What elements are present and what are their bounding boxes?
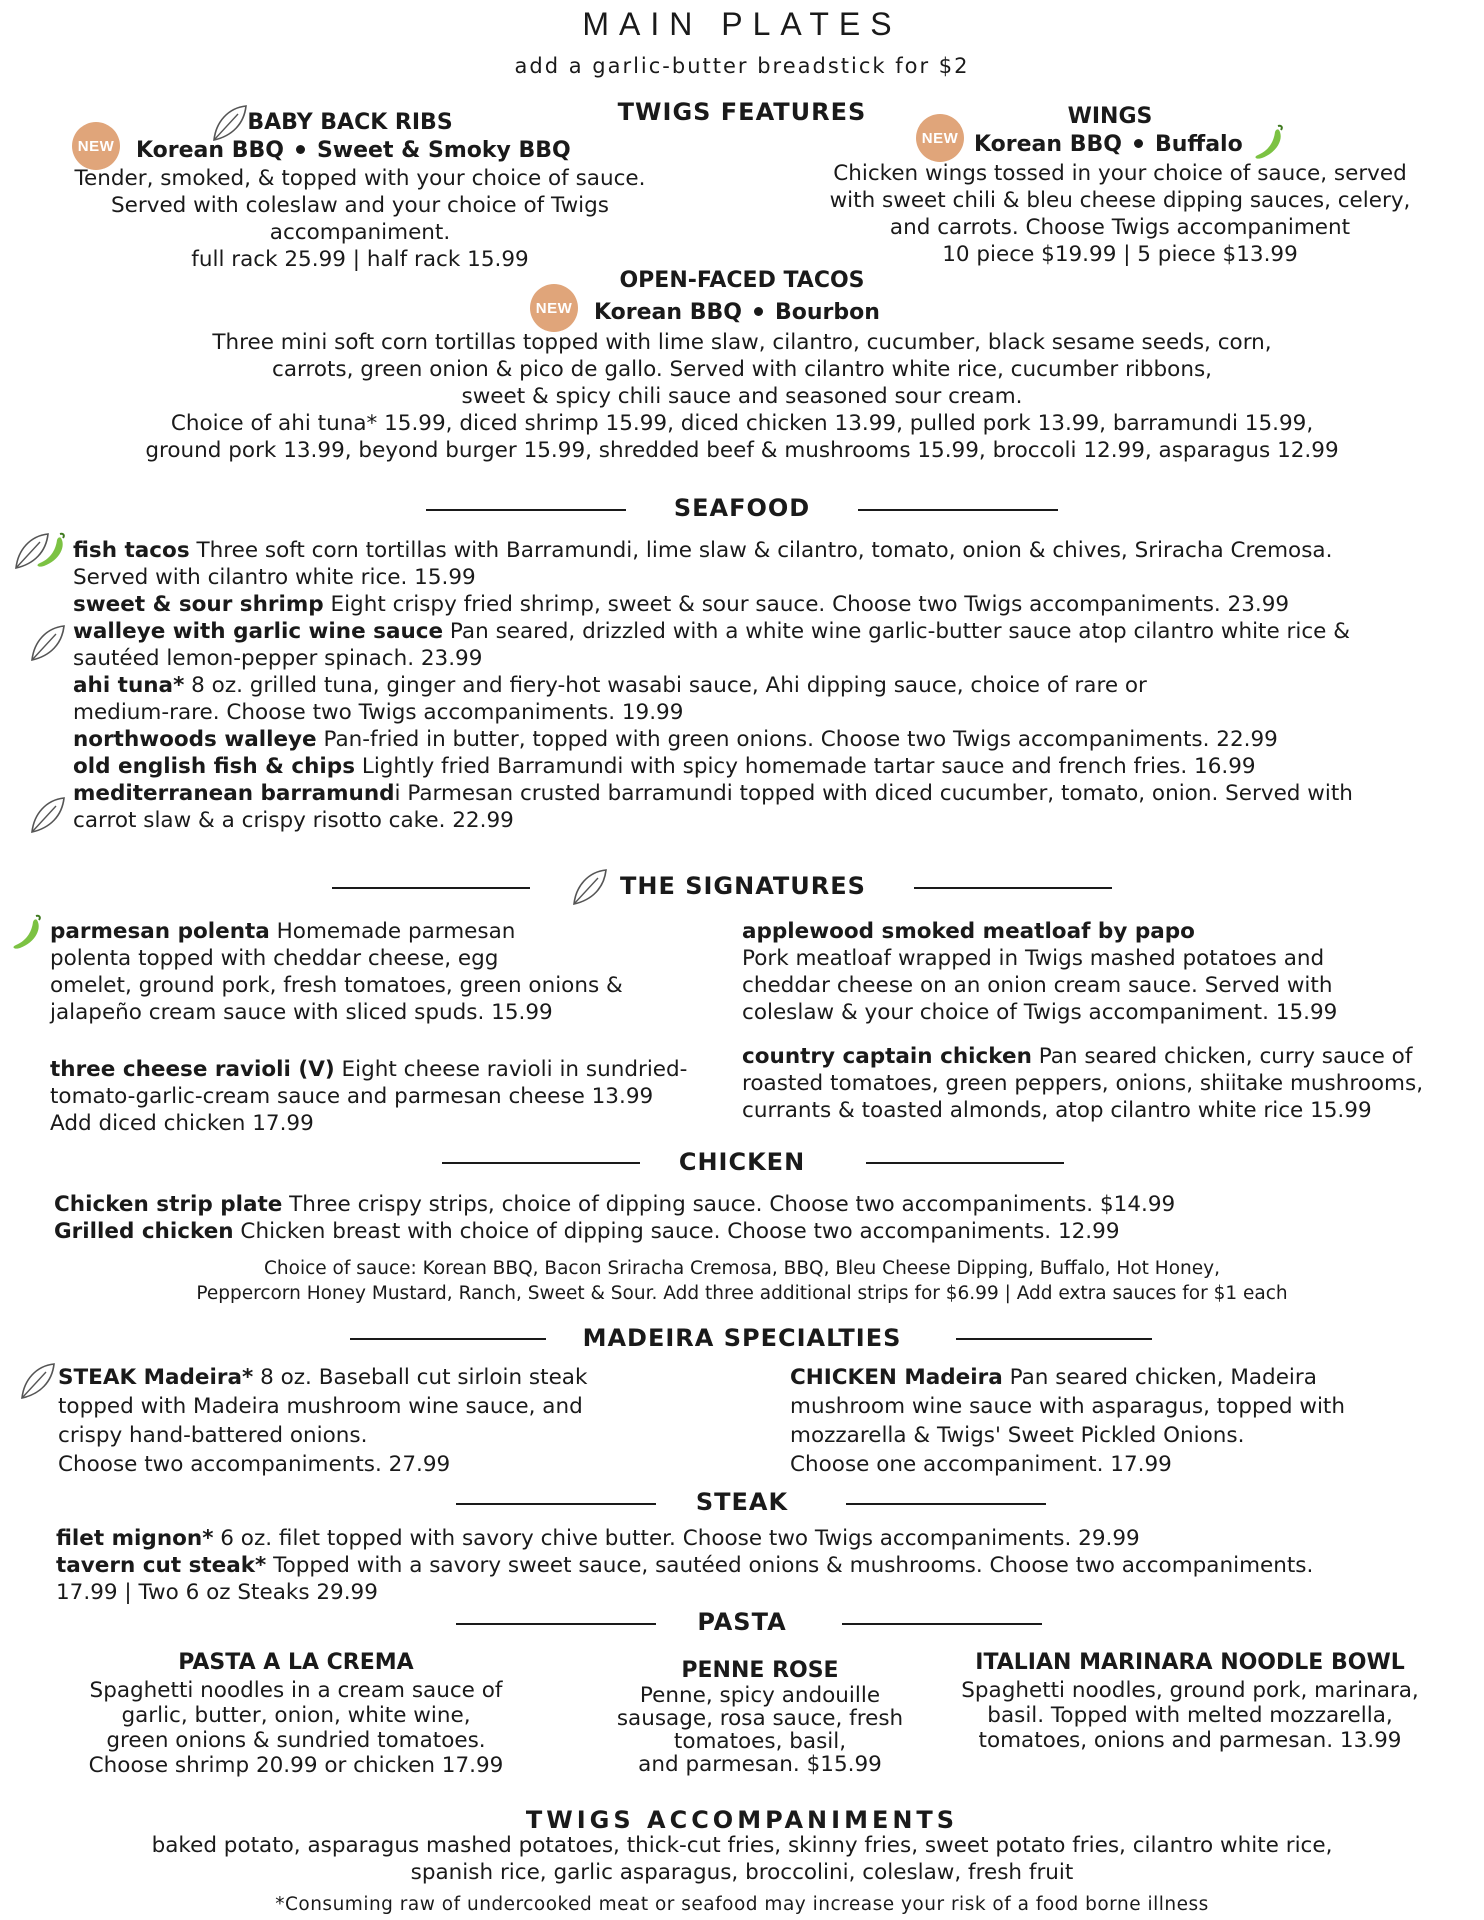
chicken-sauce-note xyxy=(0,1256,1484,1306)
wings-desc-line: Chicken wings tossed in your choice of sauce, served xyxy=(833,161,1407,186)
pasta-crema xyxy=(36,1650,556,1778)
leaf-icon xyxy=(568,866,610,908)
tavern-item xyxy=(56,1552,1476,1579)
divider-line xyxy=(456,1503,656,1505)
chicken-list xyxy=(54,1191,1474,1245)
leaf-icon xyxy=(16,1360,58,1402)
divider-line xyxy=(914,887,1112,889)
pasta-penne-desc-line: sausage, rosa sauce, fresh xyxy=(616,1706,904,1731)
polenta-name: parmesan polenta xyxy=(50,919,270,944)
madeira-chicken-desc-line: mozzarella & Twigs' Sweet Pickled Onions. xyxy=(790,1423,1245,1448)
seafood-item-desc-cont: medium-rare. Choose two Twigs accompaniments. 19.99 xyxy=(73,700,684,725)
chicken-heading: CHICKEN xyxy=(678,1148,806,1176)
seafood-item-desc: Pan seared, drizzled with a white wine garlic-butter sauce atop cilantro white rice & xyxy=(443,619,1351,644)
ravioli-desc-line: Add diced chicken 17.99 xyxy=(50,1111,314,1136)
ribs-option-korean: Korean BBQ xyxy=(136,138,284,163)
tacos-desc-line: Choice of ahi tuna* 15.99, diced shrimp 15.99, diced chicken 13.99, pulled pork 13.99, barramundi 15.99, xyxy=(170,411,1314,436)
madeira-chicken-desc: Pan seared chicken, Madeira xyxy=(1002,1365,1317,1390)
pasta-marinara xyxy=(920,1650,1460,1753)
polenta-desc-line: jalapeño cream sauce with sliced spuds. 15.99 xyxy=(50,1000,553,1025)
ribs-desc-line: Tender, smoked, & topped with your choice of sauce. xyxy=(74,166,646,191)
bullet-dot xyxy=(754,307,763,316)
grilled-chicken-name: Grilled chicken xyxy=(54,1219,234,1244)
filet-name: filet mignon* xyxy=(56,1526,214,1551)
pasta-penne-desc-line: and parmesan. $15.99 xyxy=(638,1752,882,1777)
pasta-penne-desc-line: tomatoes, basil, xyxy=(673,1729,847,1754)
pasta-crema-desc-line: garlic, butter, onion, white wine, xyxy=(121,1703,471,1728)
tacos-sauce-options xyxy=(594,300,880,325)
grilled-chicken-desc: Chicken breast with choice of dipping sauce. Choose two accompaniments. 12.99 xyxy=(233,1219,1120,1244)
steak-heading: STEAK xyxy=(695,1488,789,1516)
pasta-crema-desc-line: green onions & sundried tomatoes. xyxy=(106,1728,486,1753)
divider-line xyxy=(858,509,1058,511)
ribs-option-sweet-smoky: Sweet & Smoky BBQ xyxy=(316,138,571,163)
signature-polenta xyxy=(50,918,730,1026)
wings-desc-line: and carrots. Choose Twigs accompaniment xyxy=(889,215,1351,240)
seafood-item-name: sweet & sour shrimp xyxy=(73,592,324,617)
signature-meatloaf xyxy=(742,918,1482,1026)
madeira-chicken-name: CHICKEN Madeira xyxy=(790,1365,1003,1390)
pepper-icon xyxy=(30,530,72,572)
pasta-heading: PASTA xyxy=(697,1608,787,1636)
pepper-icon xyxy=(6,912,48,954)
ravioli-desc-line: tomato-garlic-cream sauce and parmesan cheese 13.99 xyxy=(50,1084,654,1109)
seafood-item xyxy=(73,780,1473,834)
ribs-price: full rack 25.99 | half rack 15.99 xyxy=(191,247,529,272)
madeira-steak-desc-line: topped with Madeira mushroom wine sauce, and xyxy=(58,1394,583,1419)
meatloaf-name: applewood smoked meatloaf by papo xyxy=(742,919,1195,944)
divider-line xyxy=(426,509,626,511)
chicken-strip-name: Chicken strip plate xyxy=(54,1192,283,1217)
tavern-desc: Topped with a savory sweet sauce, sautéed onions & mushrooms. Choose two accompaniments. xyxy=(266,1553,1314,1578)
wings-option-buffalo: Buffalo xyxy=(1154,132,1243,157)
seafood-item xyxy=(73,537,1473,591)
ribs-sauce-options xyxy=(136,138,571,163)
madeira-steak-desc: 8 oz. Baseball cut sirloin steak xyxy=(253,1365,588,1390)
pasta-penne-name: PENNE ROSE xyxy=(681,1658,839,1683)
pasta-marinara-desc-line: tomatoes, onions and parmesan. 13.99 xyxy=(978,1728,1402,1753)
polenta-desc-line: omelet, ground pork, fresh tomatoes, green onions & xyxy=(50,973,623,998)
seafood-item xyxy=(73,672,1473,726)
madeira-chicken-desc-line: mushroom wine sauce with asparagus, topped with xyxy=(790,1394,1345,1419)
ravioli-desc: Eight cheese ravioli in sundried- xyxy=(334,1057,688,1082)
seafood-item xyxy=(73,618,1473,672)
seafood-item-name: walleye with garlic wine sauce xyxy=(73,619,444,644)
madeira-steak-name: STEAK Madeira* xyxy=(58,1365,254,1390)
new-badge: NEW xyxy=(916,114,964,162)
madeira-chicken-desc-line: Choose one accompaniment. 17.99 xyxy=(790,1452,1172,1477)
pasta-marinara-desc-line: Spaghetti noodles, ground pork, marinara, xyxy=(961,1678,1419,1703)
seafood-item-desc: Three soft corn tortillas with Barramundi, lime slaw & cilantro, tomato, onion & chives, Sriracha Cremosa. xyxy=(189,538,1333,563)
divider-line xyxy=(332,887,530,889)
seafood-item-name: northwoods walleye xyxy=(73,727,317,752)
wings-price: 10 piece $19.99 | 5 piece $13.99 xyxy=(942,242,1298,267)
seafood-item xyxy=(73,591,1473,618)
page-subtitle: add a garlic-butter breadstick for $2 xyxy=(514,54,970,78)
sauce-note-line: Choice of sauce: Korean BBQ, Bacon Sriracha Cremosa, BBQ, Bleu Cheese Dipping, Buffalo, Hot Honey, xyxy=(264,1258,1220,1279)
seafood-item-name: fish tacos xyxy=(73,538,190,563)
ribs-name: BABY BACK RIBS xyxy=(247,110,453,135)
tacos-desc-line: Three mini soft corn tortillas topped with lime slaw, cilantro, cucumber, black sesame seeds, corn, xyxy=(212,330,1272,355)
new-badge: NEW xyxy=(72,122,120,170)
pepper-icon xyxy=(1248,122,1290,164)
wings-desc-line: with sweet chili & bleu cheese dipping sauces, celery, xyxy=(829,188,1411,213)
tacos-description xyxy=(40,329,1444,464)
tacos-desc-line: sweet & spicy chili sauce and seasoned sour cream. xyxy=(461,384,1023,409)
divider-line xyxy=(842,1623,1042,1625)
seafood-item-desc-cont: Served with cilantro white rice. 15.99 xyxy=(73,565,476,590)
signatures-heading: THE SIGNATURES xyxy=(620,872,866,900)
divider-line xyxy=(846,1503,1046,1505)
pasta-crema-desc-line: Choose shrimp 20.99 or chicken 17.99 xyxy=(88,1753,504,1778)
tacos-desc-line: ground pork 13.99, beyond burger 15.99, shredded beef & mushrooms 15.99, broccoli 12.99, asparagus 12.99 xyxy=(145,438,1339,463)
signature-captain xyxy=(742,1043,1482,1124)
ribs-desc-line: Served with coleslaw and your choice of Twigs xyxy=(111,193,609,218)
pasta-crema-desc-line: Spaghetti noodles in a cream sauce of xyxy=(89,1678,503,1703)
tacos-name: OPEN-FACED TACOS xyxy=(619,268,865,293)
accompaniments-list xyxy=(0,1832,1484,1886)
seafood-item-name: old english fish & chips xyxy=(73,754,355,779)
raw-food-disclaimer: *Consuming raw of undercooked meat or seafood may increase your risk of a food borne illness xyxy=(275,1894,1209,1915)
steak-list xyxy=(56,1525,1476,1606)
seafood-item xyxy=(73,753,1473,780)
accompaniments-line: spanish rice, garlic asparagus, broccolini, coleslaw, fresh fruit xyxy=(410,1860,1074,1885)
seafood-item-name: ahi tuna* xyxy=(73,673,185,698)
bullet-dot xyxy=(1134,139,1143,148)
divider-line xyxy=(442,1162,640,1164)
meatloaf-desc-line: cheddar cheese on an onion cream sauce. Served with xyxy=(742,973,1333,998)
divider-line xyxy=(350,1338,546,1340)
pasta-crema-name: PASTA A LA CREMA xyxy=(178,1650,414,1675)
filet-desc: 6 oz. filet topped with savory chive butter. Choose two Twigs accompaniments. 29.99 xyxy=(213,1526,1140,1551)
seafood-item-desc: Pan-fried in butter, topped with green onions. Choose two Twigs accompaniments. 22.99 xyxy=(316,727,1278,752)
wings-sauce-options xyxy=(974,132,1243,157)
tacos-option-bourbon: Bourbon xyxy=(774,300,880,325)
pasta-marinara-desc-line: basil. Topped with melted mozzarella, xyxy=(987,1703,1393,1728)
chicken-strip-item xyxy=(54,1191,1474,1218)
polenta-desc-line: polenta topped with cheddar cheese, egg xyxy=(50,946,499,971)
grilled-chicken-item xyxy=(54,1218,1474,1245)
seafood-heading: SEAFOOD xyxy=(673,494,811,522)
seafood-item-desc: 8 oz. grilled tuna, ginger and fiery-hot wasabi sauce, Ahi dipping sauce, choice of rare or xyxy=(184,673,1147,698)
seafood-item-desc: Lightly fried Barramundi with spicy homemade tartar sauce and french fries. 16.99 xyxy=(355,754,1256,779)
divider-line xyxy=(456,1623,656,1625)
pasta-penne xyxy=(580,1658,940,1776)
captain-desc-line: roasted tomatoes, green peppers, onions, shiitake mushrooms, xyxy=(742,1071,1424,1096)
leaf-icon xyxy=(26,794,68,836)
twigs-features-heading: TWIGS FEATURES xyxy=(617,98,867,126)
wings-description xyxy=(780,160,1460,268)
madeira-chicken xyxy=(790,1363,1470,1479)
tacos-option-korean: Korean BBQ xyxy=(594,300,742,325)
meatloaf-desc-line: Pork meatloaf wrapped in Twigs mashed potatoes and xyxy=(742,946,1325,971)
pasta-marinara-name: ITALIAN MARINARA NOODLE BOWL xyxy=(975,1650,1405,1675)
meatloaf-desc-line: coleslaw & your choice of Twigs accompaniment. 15.99 xyxy=(742,1000,1338,1025)
seafood-item-name: mediterranean barramund xyxy=(73,781,395,806)
madeira-heading: MADEIRA SPECIALTIES xyxy=(582,1324,902,1352)
ribs-description xyxy=(20,165,700,273)
captain-desc: Pan seared chicken, curry sauce of xyxy=(1031,1044,1413,1069)
pasta-penne-desc-line: Penne, spicy andouille xyxy=(639,1683,881,1708)
tavern-price: 17.99 | Two 6 oz Steaks 29.99 xyxy=(56,1580,378,1605)
polenta-desc: Homemade parmesan xyxy=(269,919,516,944)
divider-line xyxy=(956,1338,1152,1340)
seafood-item xyxy=(73,726,1473,753)
captain-name: country captain chicken xyxy=(742,1044,1032,1069)
leaf-icon xyxy=(26,622,68,664)
madeira-steak-desc-line: Choose two accompaniments. 27.99 xyxy=(58,1452,451,1477)
seafood-item-desc: i Parmesan crusted barramundi topped with diced cucumber, tomato, onion. Served with xyxy=(394,781,1353,806)
accompaniments-line: baked potato, asparagus mashed potatoes, thick-cut fries, skinny fries, sweet potato fries, cilantro white rice, xyxy=(151,1833,1333,1858)
signature-ravioli xyxy=(50,1056,750,1137)
filet-item xyxy=(56,1525,1476,1552)
tavern-name: tavern cut steak* xyxy=(56,1553,267,1578)
seafood-list xyxy=(73,537,1473,834)
sauce-note-line: Peppercorn Honey Mustard, Ranch, Sweet & Sour. Add three additional strips for $6.99 | Add extra sauces for $1 each xyxy=(196,1283,1288,1304)
seafood-item-desc-cont: sautéed lemon-pepper spinach. 23.99 xyxy=(73,646,483,671)
new-badge: NEW xyxy=(530,284,578,332)
captain-desc-line: currants & toasted almonds, atop cilantro white rice 15.99 xyxy=(742,1098,1372,1123)
madeira-steak-desc-line: crispy hand-battered onions. xyxy=(58,1423,368,1448)
divider-line xyxy=(866,1162,1064,1164)
bullet-dot xyxy=(296,145,305,154)
ravioli-name: three cheese ravioli (V) xyxy=(50,1057,335,1082)
tacos-desc-line: carrots, green onion & pico de gallo. Served with cilantro white rice, cucumber ribbons, xyxy=(272,357,1212,382)
madeira-steak xyxy=(58,1363,758,1479)
wings-name: WINGS xyxy=(1067,104,1153,129)
ribs-desc-line: accompaniment. xyxy=(269,220,451,245)
chicken-strip-desc: Three crispy strips, choice of dipping sauce. Choose two accompaniments. $14.99 xyxy=(282,1192,1176,1217)
accompaniments-heading: TWIGS ACCOMPANIMENTS xyxy=(525,1806,959,1834)
seafood-item-desc: Eight crispy fried shrimp, sweet & sour sauce. Choose two Twigs accompaniments. 23.99 xyxy=(323,592,1290,617)
wings-option-korean: Korean BBQ xyxy=(974,132,1122,157)
page-title: MAIN PLATES xyxy=(582,6,902,42)
seafood-item-desc-cont: carrot slaw & a crispy risotto cake. 22.99 xyxy=(73,808,514,833)
